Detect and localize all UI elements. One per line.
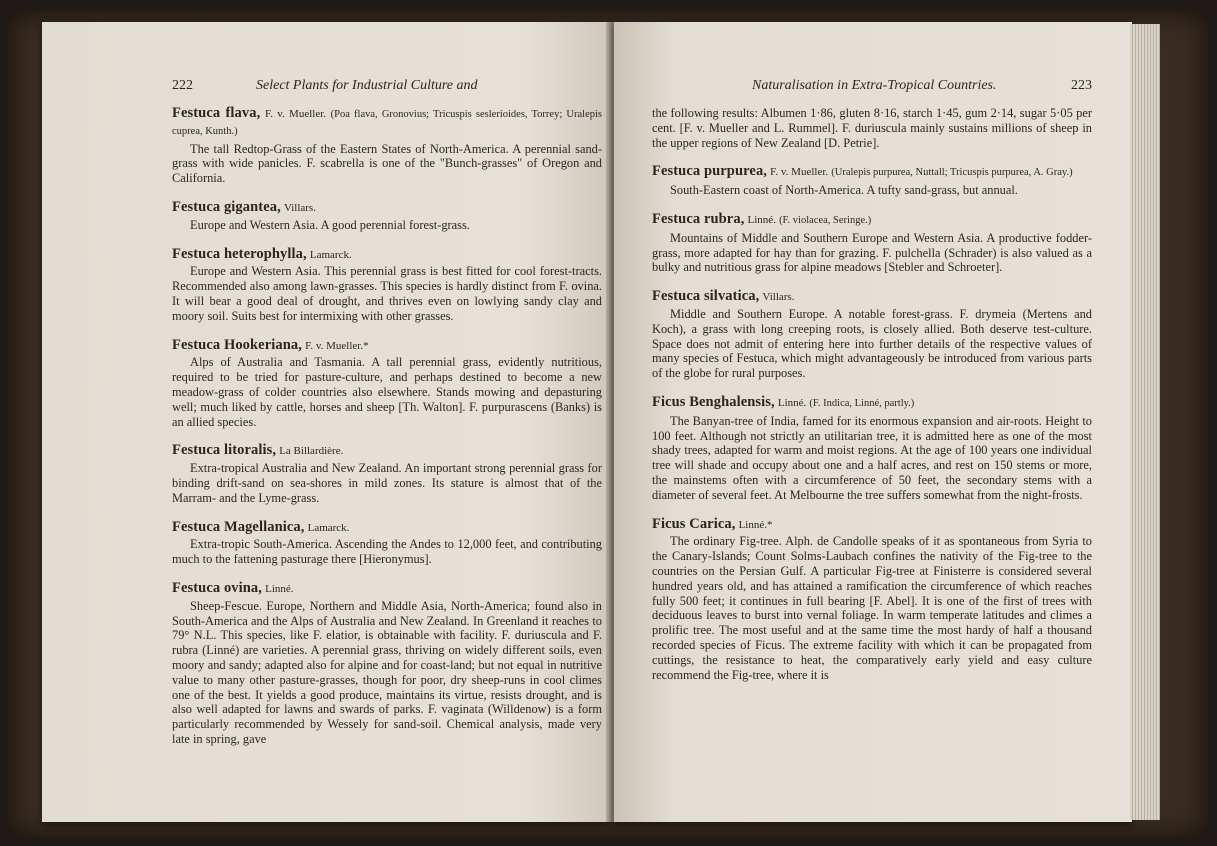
entry-description: Extra-tropic South-America. Ascending the Andes to 12,000 feet, and contributing much to the fattening pasturage there [Hieronymus]. <box>172 537 602 567</box>
species-author: F. v. Mueller.* <box>305 339 369 352</box>
entry-description: The ordinary Fig-tree. Alph. de Candolle speaks of it as spontaneous from Syria to the Canary-Islands; Count Solms-Laubach confines the nativity of the Fig-tree to the countries on the Persian Gulf. A particular Fig-tree at Finisterre is considered several hundred years old, and has attained a ramification the circumference of which reaches fully 500 feet; it continues in full bearing [F. Abel]. It is one of the first of trees with deciduous leaves to burst into vernal foliage. In warm temperate latitudes and climes a prolific tree. The most useful and at the same time the most hardy of half a thousand recorded species of Ficus. The extreme facility with which it can be propagated from cuttings, the resistance to heat, the comparatively early yield and easy culture recommend the Fig-tree, where it is <box>652 534 1092 682</box>
plant-entry <box>172 338 602 430</box>
species-name: Festuca Hookeriana, <box>172 336 302 353</box>
running-head <box>172 78 602 98</box>
entry-description: Extra-tropical Australia and New Zealand. An important strong perennial grass for binding drift-sand on sea-shores in mild zones. Its stature is almost that of the Marram- and the Lyme-grass. <box>172 461 602 505</box>
plant-entry <box>652 517 1092 683</box>
running-head-title: Select Plants for Industrial Culture and <box>256 78 478 93</box>
species-author: Linné. <box>747 213 776 226</box>
left-page <box>42 22 609 822</box>
entry-description: Alps of Australia and Tasmania. A tall perennial grass, evidently nutritious, required to be tried for pasture-culture, and perhaps destined to become a new meadow-grass of colder countries also elsewhere. Stands mowing and depasturing well; much liked by cattle, horses and sheep [Th. Walton]. F. purpurascens (Banks) is an allied species. <box>172 355 602 429</box>
species-author: F. v. Mueller. <box>264 108 327 120</box>
species-author: Villars. <box>283 201 316 214</box>
page-number: 223 <box>1071 78 1092 93</box>
plant-entry <box>172 247 602 324</box>
species-name: Festuca silvatica, <box>652 288 760 305</box>
plant-entry <box>172 200 602 233</box>
entry-description: Middle and Southern Europe. A notable forest-grass. F. drymeia (Mertens and Koch), a grass with long creeping roots, is closely allied. Both deserve test-culture. Space does not admit of entering here into further details of the respective values of many species of Festuca, which might advantageously be introduced from various parts of the globe for rural purposes. <box>652 306 1092 381</box>
species-name: Festuca heterophylla, <box>172 245 307 262</box>
species-synonyms: (F. Indica, Linné, partly.) <box>809 397 915 409</box>
entry-description: Mountains of Middle and Southern Europe and Western Asia. A productive fodder-grass, more adapted for hay than for grazing. F. pulchella (Schrader) is also valued as a bulky and nutritious grass for alpine meadows [Stebler and Schroeter]. <box>652 230 1092 275</box>
species-name: Festuca rubra, <box>652 210 745 227</box>
entry-heading <box>652 212 1092 229</box>
entry-description: Europe and Western Asia. A good perennial forest-grass. <box>190 217 470 232</box>
plant-entry <box>652 164 1092 198</box>
entry-heading <box>172 106 602 140</box>
entry-heading <box>652 395 1092 412</box>
entry-heading <box>172 247 602 263</box>
species-author: Linné. <box>265 582 294 595</box>
page-body <box>172 106 602 761</box>
species-name: Festuca ovina, <box>172 579 263 596</box>
page-number: 222 <box>172 78 193 93</box>
entry-heading <box>652 517 1092 533</box>
entry-heading <box>652 289 1092 305</box>
plant-entry <box>652 289 1092 381</box>
entry-heading <box>172 443 602 459</box>
page-body <box>652 106 1092 696</box>
species-name: Ficus Benghalensis, <box>652 393 775 410</box>
continuation-paragraph: the following results: Albumen 1·86, gluten 8·16, starch 1·45, gum 2·14, sugar 5·05 per cent. [F. v. Mueller and L. Rummel]. F. duriuscula mainly sustains millions of sheep in the upper regions of New Zealand [D. Petrie]. <box>652 106 1092 150</box>
entry-description: The Banyan-tree of India, famed for its enormous expansion and air-roots. Height to 100 feet. Although not strictly an utilitarian tree, it is admitted here as one of the most shady trees, adapted for warm and moist regions. At the age of 100 years one individual tree will shade and occupy about one and a half acres, and rest on 150 stems or more, the mainstems often with a circumference of 50 feet, the secondary stems with a diameter of several feet. At Melbourne the tree suffers somewhat from the night-frosts. <box>652 413 1092 502</box>
plant-entry <box>172 106 602 186</box>
species-author: Lamarck. <box>307 521 350 534</box>
species-name: Festuca Magellanica, <box>172 518 305 535</box>
species-author: Linné. <box>777 396 807 409</box>
species-author: Villars. <box>762 291 795 304</box>
species-synonyms: (Uralepis purpurea, Nuttall; Tricuspis purpurea, A. Gray.) <box>831 167 1073 179</box>
entry-description: The tall Redtop-Grass of the Eastern States of North-America. A perennial sand-grass with wide panicles. F. scabrella is one of the "Bunch-grasses" of Oregon and California. <box>172 141 602 186</box>
plant-entry <box>652 212 1092 275</box>
plant-entry <box>652 395 1092 503</box>
entry-heading <box>652 164 1092 181</box>
entry-heading <box>172 200 602 216</box>
species-author: Lamarck. <box>309 248 352 261</box>
species-author: Linné.* <box>738 518 773 531</box>
right-page <box>614 22 1132 822</box>
entry-description: Europe and Western Asia. This perennial grass is best fitted for cool forest-tracts. Recommended also among lawn-grasses. This species is hardly distinct from F. ovina. It will bear a good deal of drought, and thrives even on lowlying sandy clay and moory soil. Suits best for intermixing with other grasses. <box>172 264 602 323</box>
species-name: Festuca gigantea, <box>172 198 281 215</box>
plant-entry <box>172 520 602 567</box>
running-head <box>652 78 1092 98</box>
entry-heading <box>172 520 602 536</box>
species-synonyms: (Poa flava, Gronovius; Tricuspis seslerioides, Torrey; Uralepis cuprea, Kunth.) <box>172 109 602 137</box>
species-author: La Billardière. <box>279 445 344 458</box>
species-author: F. v. Mueller. <box>770 166 829 179</box>
species-name: Festuca flava, <box>172 105 261 121</box>
entry-description: South-Eastern coast of North-America. A tufty sand-grass, but annual. <box>670 183 1018 198</box>
species-name: Festuca litoralis, <box>172 442 277 459</box>
page-edges <box>1130 24 1160 820</box>
plant-entry <box>172 443 602 505</box>
species-synonyms: (F. violacea, Seringe.) <box>779 214 872 226</box>
entry-heading <box>172 338 602 354</box>
species-name: Ficus Carica, <box>652 515 736 532</box>
plant-entry <box>172 581 602 747</box>
running-head-title: Naturalisation in Extra-Tropical Countries. <box>752 78 997 93</box>
entry-heading <box>172 581 602 597</box>
entry-description: Sheep-Fescue. Europe, Northern and Middle Asia, North-America; found also in South-America and the Alps of Australia and New Zealand. In Greenland it reaches to 79° N.L. This species, like F. elatior, is obtainable with facility. F. duriuscula and F. rubra (Linné) are varieties. A perennial grass, thriving on widely different soils, even moory and sandy; adapted also for alpine and for coast-land; but not equal in nutritive value to many other pasture-grasses, though for poor, dry sheep-runs in cool climes one of the best. It yields a good produce, maintains its virtue, resists drought, and is also well adapted for lawns and swards of parks. F. vaginata (Willdenow) is a form particularly recommended by Wessely for sand-soil. Chemical analysis, made very late in spring, gave <box>172 598 602 746</box>
species-name: Festuca purpurea, <box>652 163 768 180</box>
